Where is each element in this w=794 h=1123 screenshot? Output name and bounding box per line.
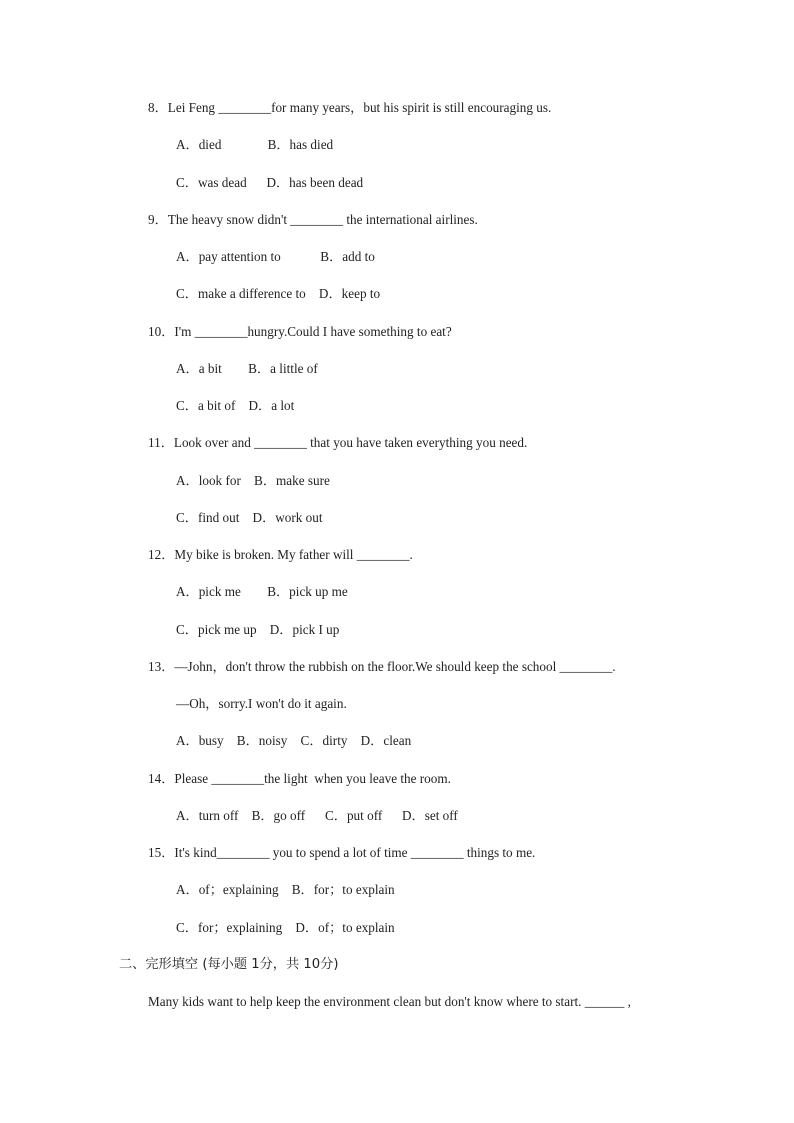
- passage-text: Many kids want to help keep the environment clean but don't know where to start. ______ ,: [148, 994, 631, 1009]
- question-13-stem: 13．—John，don't throw the rubbish on the floor.We should keep the school ________.: [148, 659, 616, 674]
- question-14-options: A．turn off B．go off C．put off D．set off: [176, 808, 458, 823]
- question-12-options-ab: A．pick me B．pick up me: [176, 584, 348, 599]
- question-11-options-cd: C．find out D．work out: [176, 510, 323, 525]
- question-13-options: A．busy B．noisy C．dirty D．clean: [176, 733, 412, 748]
- question-15-stem: 15．It's kind________ you to spend a lot of time ________ things to me.: [148, 845, 536, 860]
- question-12-options-cd: C．pick me up D．pick I up: [176, 622, 340, 637]
- question-14-stem: 14．Please ________the light when you leave the room.: [148, 771, 451, 786]
- question-9-options-cd: C．make a difference to D．keep to: [176, 286, 381, 301]
- question-8-stem: 8．Lei Feng ________for many years，but his spirit is still encouraging us.: [148, 100, 552, 115]
- question-8-options-cd: C．was dead D．has been dead: [176, 175, 364, 190]
- question-10-stem: 10．I'm ________hungry.Could I have something to eat?: [148, 324, 452, 339]
- section-heading-cloze: 二、完形填空 (每小题 1分，共 10分): [119, 957, 339, 972]
- question-9-options-ab: A．pay attention to B．add to: [176, 249, 375, 264]
- question-12-stem: 12．My bike is broken. My father will ________.: [148, 547, 413, 562]
- question-10-options-cd: C．a bit of D．a lot: [176, 398, 295, 413]
- question-15-options-ab: A．of；explaining B．for；to explain: [176, 882, 395, 897]
- question-9-stem: 9．The heavy snow didn't ________ the international airlines.: [148, 212, 478, 227]
- question-15-options-cd: C．for；explaining D．of；to explain: [176, 920, 395, 935]
- question-8-options-ab: A．died B．has died: [176, 137, 334, 152]
- question-13-reply: —Oh，sorry.I won't do it again.: [176, 696, 347, 711]
- question-11-options-ab: A．look for B．make sure: [176, 473, 330, 488]
- question-10-options-ab: A．a bit B．a little of: [176, 361, 318, 376]
- question-11-stem: 11．Look over and ________ that you have taken everything you need.: [148, 435, 528, 450]
